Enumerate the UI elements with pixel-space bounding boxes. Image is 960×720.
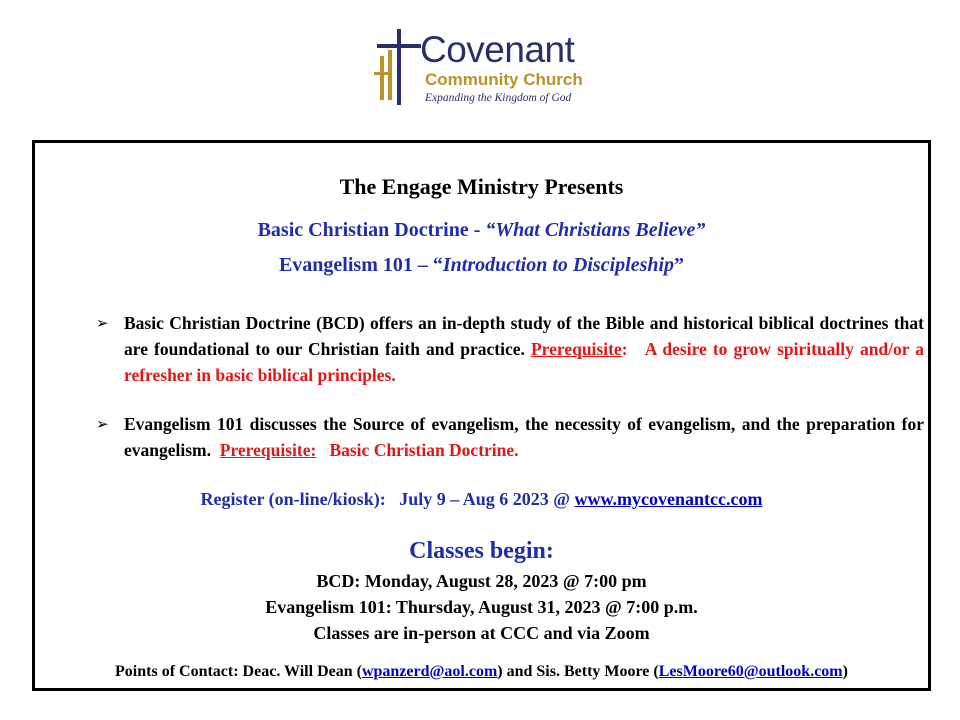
bcd-prereq-colon: : [621,339,628,359]
email-link-dean[interactable]: wpanzerd@aol.com [361,663,498,680]
class-format: Classes are in-person at CCC and via Zoom [313,623,650,643]
register-dates: July 9 – Aug 6 2023 @ [399,489,570,509]
logo-name: Covenant [420,29,575,70]
website-link[interactable]: www.mycovenantcc.com [574,489,763,509]
page-title: The Engage Ministry Presents [339,174,624,199]
evangelism-description: Evangelism 101 discusses the Source of evangelism, the necessity of evangelism, and the preparation for evangelism. [124,414,924,460]
course2-subtitle: Introduction to Discipleship [442,254,675,276]
flyer-frame [32,140,931,691]
arrow-bullet-icon: ➢ [96,415,109,433]
registration-line [35,489,928,510]
contact-line [35,663,928,681]
contact-suffix: ) [842,663,848,680]
arrow-bullet-icon: ➢ [96,314,109,332]
bcd-description: Basic Christian Doctrine (BCD) offers an in-depth study of the Bible and historical biblical doctrines that are foundational to our Christian faith and practice. [124,313,924,359]
bcd-prereq-label: Prerequisite [530,339,622,359]
evangelism-prereq-label: Prerequisite: [219,440,317,460]
bcd-schedule: BCD: Monday, August 28, 2023 @ 7:00 pm [316,571,647,591]
contact-prefix: Points of Contact: Deac. Will Dean ( [115,663,362,680]
register-label: Register (on-line/kiosk): [200,489,386,509]
list-item [96,411,924,463]
church-logo [372,28,592,112]
course2-title [35,254,928,277]
list-item [96,310,925,388]
bcd-prereq-text: A desire to grow spiritually and/or a refresher in basic biblical principles. [124,339,925,385]
course1-subtitle: “What Christians Believe” [485,219,706,241]
logo-subtitle: Community Church [425,70,583,89]
email-link-moore[interactable]: LesMoore60@outlook.com [658,663,843,680]
evangelism-schedule: Evangelism 101: Thursday, August 31, 2023 @ 7:00 p.m. [265,597,698,617]
course1-title [35,219,928,242]
course2-name: Evangelism 101 – “ [278,254,443,276]
course1-name: Basic Christian Doctrine - [257,219,486,241]
contact-middle: ) and Sis. Betty Moore ( [497,663,659,680]
course2-close-quote: ” [674,254,685,276]
logo-tagline: Expanding the Kingdom of God [425,92,572,104]
classes-heading: Classes begin: [409,538,554,564]
evangelism-prereq-text: Basic Christian Doctrine. [329,440,519,460]
